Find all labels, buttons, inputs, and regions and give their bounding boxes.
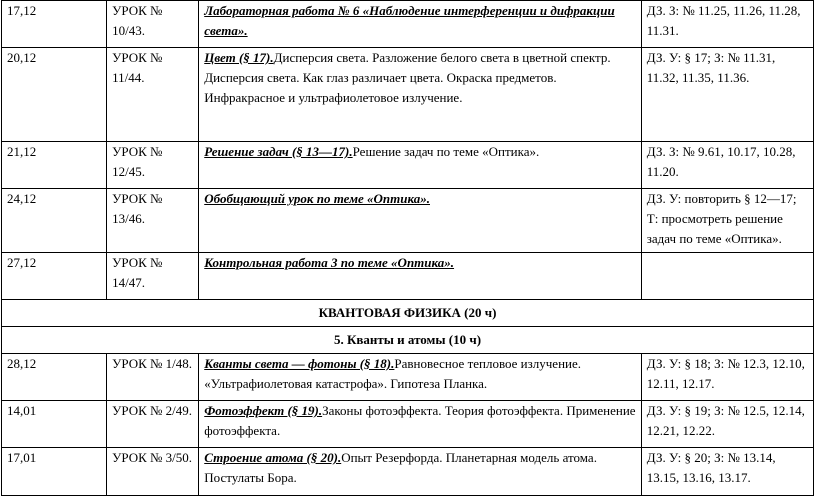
date-cell: 27,12 [2,253,107,300]
table-row [2,189,814,253]
topic-text: Законы фотоэффекта. Теория фотоэффекта. Применение фотоэффекта. [204,403,636,438]
topic-title: Обобщающий урок по теме «Оптика». [204,191,430,206]
lesson-cell: УРОК № 13/46. [107,189,199,253]
date-cell: 24,12 [2,189,107,253]
topic-cell [199,448,642,496]
date-cell: 14,01 [2,401,107,448]
topic-title: Кванты света — фотоны (§ 18). [204,356,395,371]
table-row [2,448,814,496]
topic-text: Дисперсия света. Разложение белого света в цветной спектр. Дисперсия света. Как глаз различает цвета. Окраска предметов. Инфракрасное и ультрафиолетовое излучение. [204,50,611,105]
homework-cell: ДЗ. У: § 18; З: № 12.3, 12.10, 12.11, 12.17. [641,354,813,401]
subsection-row [2,327,814,354]
topic-cell [199,1,642,48]
table-row [2,401,814,448]
date-cell: 20,12 [2,48,107,142]
subsection-title: 5. Кванты и атомы (10 ч) [2,327,814,354]
section-row [2,300,814,327]
topic-cell [199,253,642,300]
topic-text: Решение задач по теме «Оптика». [352,144,540,159]
homework-cell: ДЗ. У: § 20; З: № 13.14, 13.15, 13.16, 13.17. [641,448,813,496]
homework-cell: ДЗ. У: повторить § 12—17; Т: просмотреть решение задач по теме «Оптика». [641,189,813,253]
homework-cell: ДЗ. У: § 17; З: № 11.31, 11.32, 11.35, 11.36. [641,48,813,142]
topic-text: Опыт Резерфорда. Планетарная модель атома. Постулаты Бора. [204,450,597,485]
homework-cell: ДЗ. З: № 9.61, 10.17, 10.28, 11.20. [641,142,813,189]
topic-cell [199,401,642,448]
lesson-cell: УРОК № 3/50. [107,448,199,496]
topic-cell [199,354,642,401]
table-row [2,1,814,48]
topic-title: Решение задач (§ 13—17). [204,144,353,159]
topic-title: Контрольная работа 3 по теме «Оптика». [204,255,455,270]
homework-cell [641,253,813,300]
date-cell: 28,12 [2,354,107,401]
lesson-plan-table [1,0,814,496]
table-row [2,48,814,142]
table-row [2,253,814,300]
lesson-cell: УРОК № 12/45. [107,142,199,189]
topic-title: Фотоэффект (§ 19). [204,403,323,418]
lesson-cell: УРОК № 1/48. [107,354,199,401]
topic-title: Лабораторная работа № 6 «Наблюдение интерференции и дифракции света». [204,3,615,38]
date-cell: 17,01 [2,448,107,496]
lesson-cell: УРОК № 10/43. [107,1,199,48]
section-title: КВАНТОВАЯ ФИЗИКА (20 ч) [2,300,814,327]
date-cell: 21,12 [2,142,107,189]
topic-text: Равновесное тепловое излучение. «Ультрафиолетовая катастрофа». Гипотеза Планка. [204,356,582,391]
homework-cell: ДЗ. З: № 11.25, 11.26, 11.28, 11.31. [641,1,813,48]
topic-cell [199,48,642,142]
topic-title: Строение атома (§ 20). [204,450,342,465]
topic-cell [199,189,642,253]
table-row [2,142,814,189]
homework-cell: ДЗ. У: § 19; З: № 12.5, 12.14, 12.21, 12.22. [641,401,813,448]
lesson-cell: УРОК № 14/47. [107,253,199,300]
topic-cell [199,142,642,189]
topic-title: Цвет (§ 17). [204,50,274,65]
date-cell: 17,12 [2,1,107,48]
table-row [2,354,814,401]
lesson-cell: УРОК № 11/44. [107,48,199,142]
lesson-cell: УРОК № 2/49. [107,401,199,448]
